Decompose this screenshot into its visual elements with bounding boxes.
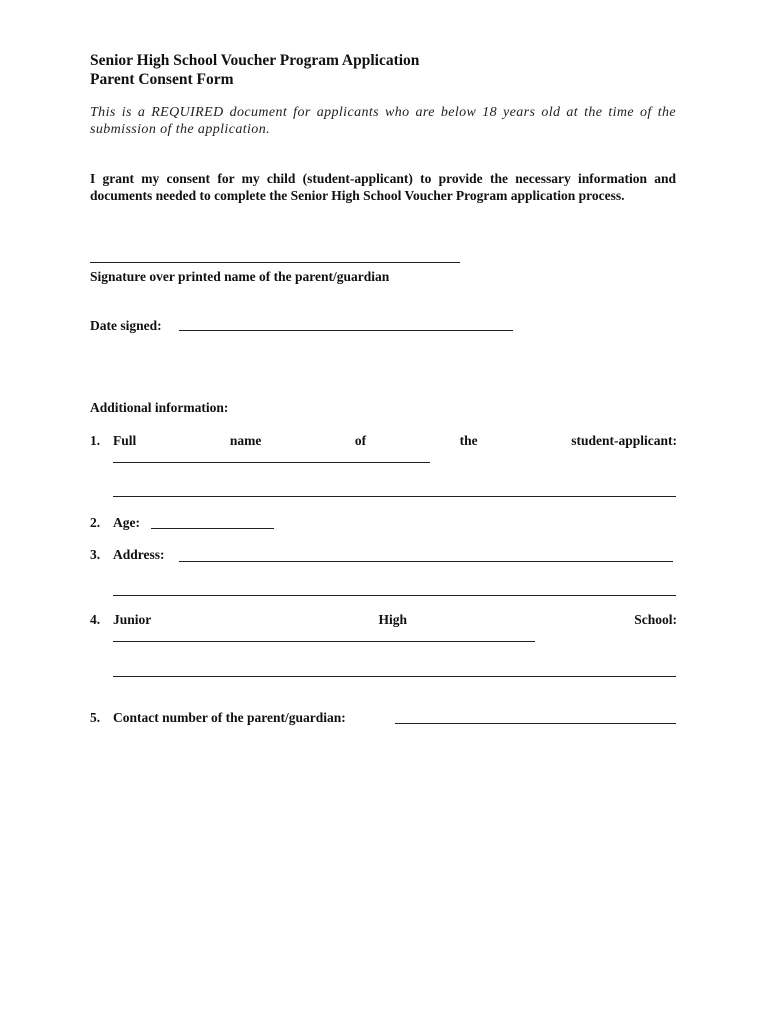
item-1-word: student-applicant:	[571, 433, 677, 448]
item-4-word: High	[378, 612, 407, 627]
contact-number-line[interactable]	[395, 723, 676, 724]
date-signed-line[interactable]	[179, 330, 513, 331]
item-4-number: 4.	[90, 612, 101, 627]
item-5-number: 5.	[90, 710, 101, 725]
form-subtitle: Parent Consent Form	[90, 71, 234, 88]
additional-info-heading: Additional information:	[90, 400, 229, 415]
contact-number-label: Contact number of the parent/guardian:	[113, 710, 346, 725]
date-signed-label: Date signed:	[90, 318, 162, 333]
item-3-number: 3.	[90, 547, 101, 562]
signature-line[interactable]	[90, 262, 460, 263]
item-1-word: name	[229, 433, 262, 448]
item-4-word: Junior	[113, 612, 152, 627]
item-2-number: 2.	[90, 515, 101, 530]
item-1-word: Full	[113, 433, 137, 448]
item-1-word: of	[354, 433, 367, 448]
form-title: Senior High School Voucher Program Application	[90, 52, 420, 69]
signature-label: Signature over printed name of the parent/guardian	[90, 269, 390, 284]
item-1-label	[113, 432, 677, 449]
item-1-number: 1.	[90, 433, 101, 448]
item-4-label	[113, 611, 677, 628]
full-name-line-1[interactable]	[113, 462, 430, 463]
age-label: Age:	[113, 515, 140, 530]
required-note: This is a REQUIRED document for applicants who are below 18 years old at the time of the submission of the application.	[90, 105, 676, 137]
age-line[interactable]	[151, 528, 274, 529]
consent-paragraph: I grant my consent for my child (student-applicant) to provide the necessary information and documents needed to complete the Senior High School Voucher Program application process.	[90, 171, 676, 203]
address-line-1[interactable]	[179, 561, 673, 562]
item-4-word: School:	[634, 612, 677, 627]
item-1-word: the	[459, 433, 478, 448]
address-line-2[interactable]	[113, 595, 676, 596]
full-name-line-2[interactable]	[113, 496, 676, 497]
junior-high-school-line-1[interactable]	[113, 641, 535, 642]
junior-high-school-line-2[interactable]	[113, 676, 676, 677]
address-label: Address:	[113, 547, 165, 562]
